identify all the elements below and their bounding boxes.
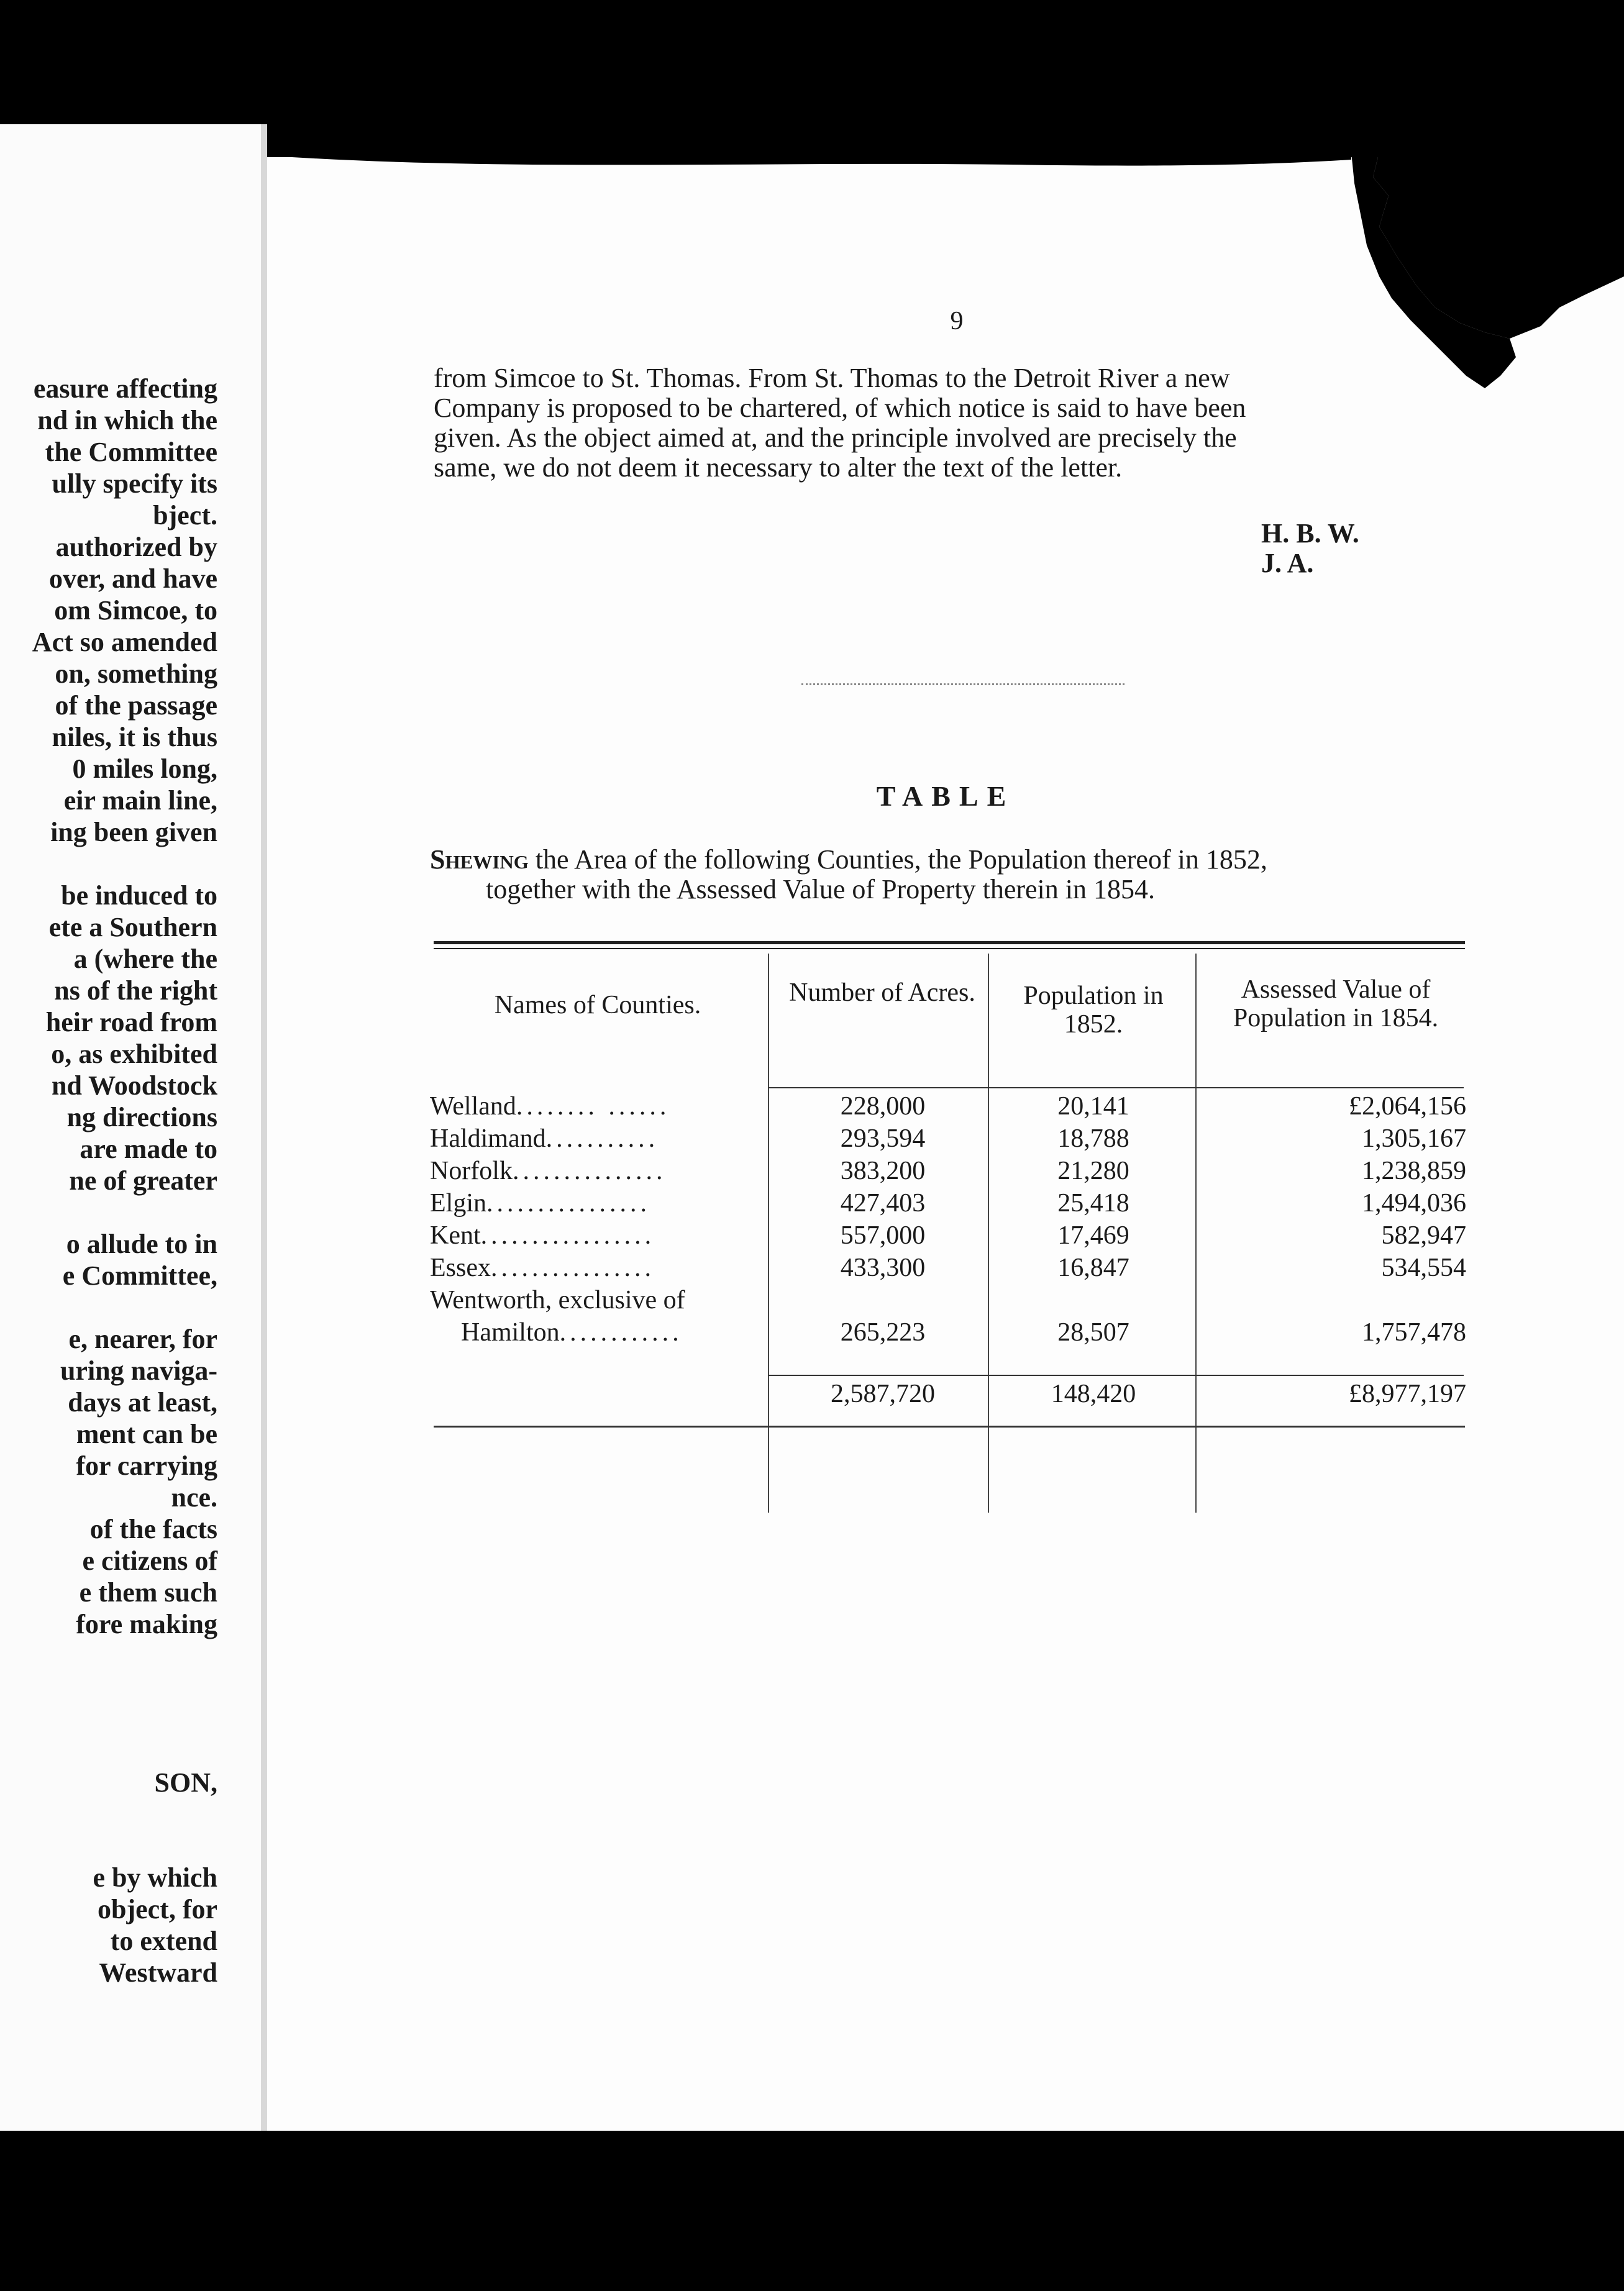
caption-line-1: the Area of the following Counties, the Population thereof in 1852,	[528, 844, 1267, 875]
previous-page-line: e Committee,	[62, 1260, 217, 1291]
previous-page-line: on, something	[55, 658, 217, 689]
value-column	[1205, 1090, 1466, 1349]
acres-column	[780, 1090, 985, 1349]
acres-cell: 557,000	[840, 1221, 926, 1250]
population-column	[994, 1090, 1193, 1349]
previous-page-line	[32, 1672, 217, 1703]
previous-page-line	[32, 1703, 217, 1735]
previous-page-line: Act so amended	[32, 627, 217, 657]
county-name: Haldimand	[430, 1124, 546, 1153]
table-title: TABLE	[876, 780, 1015, 812]
leader-dots: ........ ......	[516, 1092, 670, 1121]
previous-page-line	[32, 1291, 217, 1323]
county-name: Elgin	[430, 1189, 486, 1218]
previous-page-line: eir main line,	[63, 785, 217, 816]
value-cell: 1,305,167	[1362, 1124, 1466, 1153]
previous-page-line: ng directions	[66, 1102, 217, 1132]
column-divider	[768, 954, 769, 1513]
previous-page-line: nd Woodstock	[52, 1070, 217, 1101]
table-row	[430, 1090, 765, 1123]
population-cell: 20,141	[1057, 1092, 1129, 1121]
previous-page-line: uring naviga-	[60, 1355, 217, 1386]
table-row	[430, 1123, 765, 1155]
previous-page-line: e, nearer, for	[68, 1324, 217, 1354]
header-population: Population in 1852.	[1023, 982, 1164, 1039]
previous-page-line: are made to	[80, 1134, 217, 1164]
caption-lead: Shewing	[430, 844, 529, 875]
county-name: Kent	[430, 1221, 481, 1250]
intro-line: same, we do not deem it necessary to alter the text of the letter.	[434, 452, 1123, 483]
county-name: Norfolk	[430, 1157, 513, 1185]
signature-line: J. A.	[1261, 548, 1314, 578]
acres-cell: 383,200	[840, 1157, 926, 1185]
population-cell: 21,280	[1057, 1157, 1129, 1185]
population-cell: 25,418	[1057, 1189, 1129, 1218]
county-name: Hamilton	[461, 1318, 560, 1347]
intro-line: given. As the object aimed at, and the principle involved are precisely the	[434, 422, 1237, 453]
caption-line-2: together with the Assessed Value of Property therein in 1854.	[486, 874, 1155, 904]
previous-page-line: o, as exhibited	[51, 1039, 217, 1069]
acres-cell: 293,594	[840, 1124, 926, 1153]
previous-page-line: over, and have	[49, 563, 217, 594]
previous-page-line	[32, 1640, 217, 1672]
signature-line: H. B. W.	[1261, 518, 1359, 549]
column-divider	[1195, 954, 1197, 1513]
county-name-column	[430, 1090, 765, 1349]
previous-page-line: e them such	[79, 1577, 217, 1608]
table-row	[430, 1252, 765, 1284]
previous-page-line: be induced to	[61, 880, 217, 911]
intro-line: Company is proposed to be chartered, of which notice is said to have been	[434, 393, 1246, 423]
total-value: £8,977,197	[1349, 1380, 1466, 1408]
table-row	[430, 1155, 765, 1187]
previous-page-line: a (where the	[73, 944, 217, 974]
previous-page-line: of the passage	[55, 690, 217, 721]
header-name: Names of Counties.	[494, 991, 701, 1019]
total-acres: 2,587,720	[831, 1380, 935, 1408]
previous-page-line: days at least,	[68, 1387, 217, 1418]
table-row	[430, 1316, 765, 1349]
population-cell: 17,469	[1057, 1221, 1129, 1250]
previous-page-line	[32, 1196, 217, 1228]
intro-paragraph	[434, 363, 1465, 483]
table-caption	[430, 845, 1486, 904]
value-cell: 1,757,478	[1362, 1318, 1466, 1347]
previous-page-line: ing been given	[50, 817, 217, 847]
previous-page-line: Westward	[99, 1957, 217, 1988]
previous-page-line: ment can be	[76, 1419, 217, 1449]
leader-dots: ............	[559, 1318, 683, 1347]
intro-line: from Simcoe to St. Thomas. From St. Thomas to the Detroit River a new	[434, 363, 1230, 393]
previous-page-line: nd in which the	[37, 405, 217, 435]
totals-rule	[768, 1375, 1464, 1376]
previous-page-line: ete a Southern	[48, 912, 217, 942]
header-value: Assessed Value of Population in 1854.	[1233, 975, 1439, 1032]
previous-page-line: for carrying	[76, 1451, 217, 1481]
document-page	[267, 152, 1624, 2131]
previous-page-line: niles, it is thus	[52, 722, 217, 752]
header-rule	[768, 1087, 1464, 1088]
previous-page-line: heir road from	[45, 1007, 217, 1037]
total-population: 148,420	[1051, 1380, 1136, 1408]
column-divider	[988, 954, 989, 1513]
table-bottom-rule	[434, 1426, 1465, 1428]
previous-page-line: ne of greater	[69, 1165, 217, 1196]
table-row	[430, 1219, 765, 1252]
previous-page-line: SON,	[154, 1767, 217, 1798]
previous-page-line	[32, 848, 217, 880]
previous-page-line: to extend	[110, 1926, 217, 1956]
previous-page-line	[32, 1830, 217, 1862]
leader-dots: ...............	[512, 1157, 667, 1185]
value-cell: 1,494,036	[1362, 1189, 1466, 1218]
acres-cell: 427,403	[840, 1189, 926, 1218]
table-row	[430, 1187, 765, 1219]
previous-page-line: e by which	[93, 1862, 217, 1893]
value-cell: £2,064,156	[1349, 1092, 1466, 1121]
acres-cell: 265,223	[840, 1318, 926, 1347]
previous-page-line: om Simcoe, to	[54, 595, 217, 626]
county-name: Welland	[430, 1092, 516, 1121]
previous-page-line: nce.	[171, 1482, 217, 1513]
previous-page-line: ully specify its	[52, 468, 217, 499]
previous-page-line: fore making	[76, 1609, 217, 1639]
header-acres: Number of Acres.	[789, 978, 975, 1007]
previous-page-line	[32, 1735, 217, 1767]
previous-page-line: authorized by	[55, 532, 217, 562]
acres-cell: 433,300	[840, 1254, 926, 1282]
population-cell: 28,507	[1057, 1318, 1129, 1347]
previous-page-line: the Committee	[45, 437, 217, 467]
previous-page-line	[32, 1798, 217, 1830]
leader-dots: ...........	[545, 1124, 659, 1153]
divider-ornament	[801, 683, 1124, 690]
population-cell: 16,847	[1057, 1254, 1129, 1282]
leader-dots: ................	[486, 1189, 650, 1218]
previous-page-line: e citizens of	[82, 1546, 217, 1576]
previous-page-fragment	[0, 124, 267, 2131]
signature	[1261, 519, 1359, 578]
county-name: Wentworth, exclusive of	[430, 1286, 685, 1314]
previous-page-line: of the facts	[89, 1514, 217, 1544]
population-cell: 18,788	[1057, 1124, 1129, 1153]
previous-page-text	[32, 373, 217, 1988]
county-name: Essex	[430, 1254, 491, 1282]
acres-cell: 228,000	[840, 1092, 926, 1121]
table-top-rule	[434, 941, 1465, 949]
value-cell: 534,554	[1381, 1254, 1466, 1282]
previous-page-line: o allude to in	[66, 1229, 217, 1259]
previous-page-line: bject.	[153, 500, 217, 531]
previous-page-line: 0 miles long,	[72, 754, 217, 784]
previous-page-line: object, for	[97, 1894, 217, 1924]
page-number: 9	[950, 307, 964, 335]
leader-dots: .................	[480, 1221, 655, 1250]
previous-page-line: easure affecting	[33, 373, 217, 404]
value-cell: 582,947	[1381, 1221, 1466, 1250]
leader-dots: ................	[491, 1254, 655, 1282]
previous-page-line: ns of the right	[54, 975, 217, 1006]
value-cell: 1,238,859	[1362, 1157, 1466, 1185]
